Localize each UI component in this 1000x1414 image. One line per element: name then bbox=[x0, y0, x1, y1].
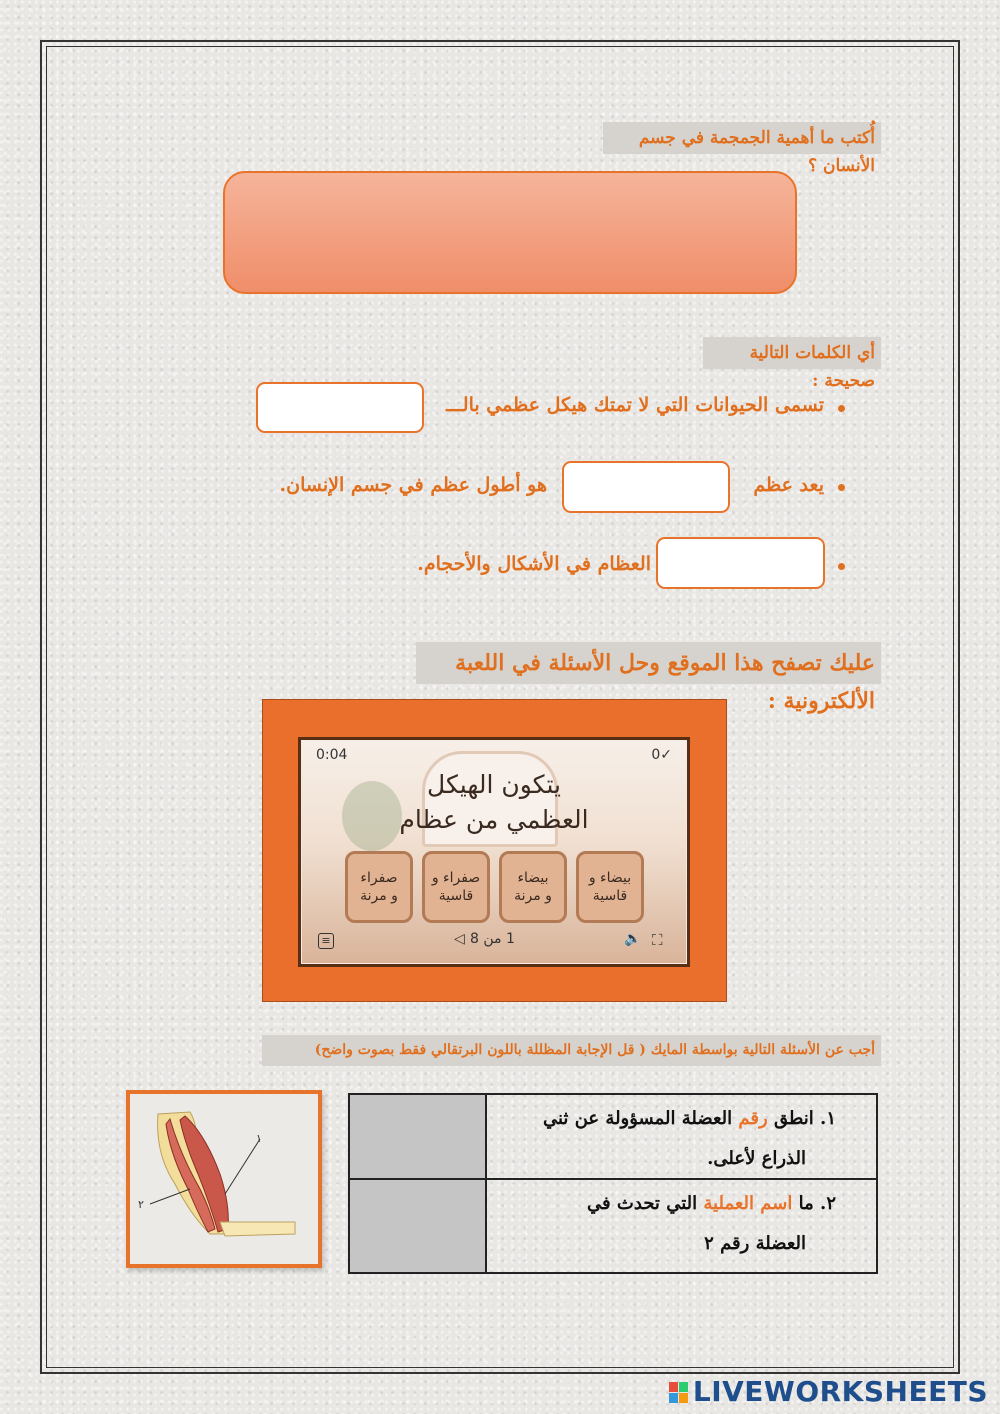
question-text-line2: العضلة رقم ٢ bbox=[704, 1233, 806, 1254]
answer-cell-1[interactable] bbox=[350, 1095, 487, 1178]
prev-icon[interactable]: ◁ bbox=[454, 931, 465, 947]
answer-cell-2[interactable] bbox=[350, 1180, 487, 1272]
table-row bbox=[350, 1095, 876, 1180]
mic-instructions-heading: أجب عن الأسئلة التالية بواسطة المايك ( قل الإجابة المظللة باللون البرتقالي فقط بصوت واضح) bbox=[262, 1035, 881, 1066]
longest-bone-label-after: هو أطول عظم في جسم الإنسان. bbox=[279, 474, 547, 496]
game-option-2[interactable] bbox=[499, 851, 567, 923]
option-text: و مرنة bbox=[514, 888, 552, 904]
option-text: قاسية bbox=[438, 888, 474, 904]
correct-words-heading: أي الكلمات التالية صحيحة : bbox=[703, 337, 881, 369]
game-score: 0✓ bbox=[651, 747, 672, 763]
game-question-line1: يتكون الهيكل bbox=[427, 770, 561, 799]
game-timer: 0:04 bbox=[316, 747, 348, 763]
bullet-icon bbox=[838, 563, 845, 570]
table-row bbox=[350, 1180, 876, 1272]
game-question-line2: العظمي من عظام bbox=[399, 805, 589, 834]
game-option-4[interactable] bbox=[345, 851, 413, 923]
game-progress: 1 من 8 bbox=[470, 931, 515, 947]
speaker-icon[interactable]: 🔈 bbox=[624, 931, 642, 947]
brand-text: LIVEWORKSHEETS bbox=[692, 1375, 988, 1408]
longest-bone-input[interactable] bbox=[562, 461, 730, 513]
game-footer bbox=[302, 931, 686, 957]
game-option-3[interactable] bbox=[422, 851, 490, 923]
question-text: ما bbox=[792, 1193, 814, 1214]
longest-bone-label-before: يعد عظم bbox=[753, 474, 824, 496]
game-option-1[interactable] bbox=[576, 851, 644, 923]
game-question bbox=[302, 767, 686, 837]
bone-shapes-label: العظام في الأشكال والأحجام. bbox=[417, 553, 651, 575]
table-question-2 bbox=[488, 1180, 876, 1272]
skull-answer-box[interactable] bbox=[223, 171, 797, 294]
bullet-icon bbox=[838, 405, 845, 412]
game-instructions-heading: عليك تصفح هذا الموقع وحل الأسئلة في اللعبة الألكترونية : bbox=[416, 642, 881, 684]
arm-muscle-figure bbox=[126, 1090, 322, 1268]
bone-shapes-input[interactable] bbox=[656, 537, 825, 589]
table-question-1 bbox=[488, 1095, 876, 1178]
questions-table bbox=[348, 1093, 878, 1274]
expand-icon[interactable]: ⛶ bbox=[652, 931, 663, 949]
option-text: بيضاء bbox=[517, 870, 549, 886]
question-skull-heading: أُكتب ما أهمية الجمجمة في جسم الأنسان ؟ bbox=[603, 122, 881, 154]
question-number: ١. bbox=[820, 1108, 836, 1129]
question-highlight: اسم العملية bbox=[703, 1193, 793, 1214]
invertebrates-input[interactable] bbox=[256, 382, 424, 433]
question-invertebrates: تسمى الحيوانات التي لا تمتك هيكل عظمي بالـــ bbox=[446, 394, 824, 416]
bullet-icon bbox=[838, 484, 845, 491]
game-screen[interactable] bbox=[302, 741, 686, 963]
option-text: صفراء و bbox=[431, 870, 481, 886]
option-text: قاسية bbox=[592, 888, 628, 904]
question-text: العضلة المسؤولة عن ثني bbox=[543, 1108, 739, 1129]
option-text: صفراء bbox=[360, 870, 398, 886]
option-text: و مرنة bbox=[360, 888, 398, 904]
liveworksheets-logo bbox=[669, 1375, 988, 1408]
question-highlight: رقم bbox=[738, 1108, 768, 1129]
question-number: ٢. bbox=[820, 1193, 836, 1214]
figure-label-1: ١ bbox=[256, 1132, 262, 1145]
liveworksheets-badge-icon bbox=[669, 1382, 689, 1404]
question-text: التي تحدث في bbox=[587, 1193, 704, 1214]
question-text: انطق bbox=[767, 1108, 814, 1129]
figure-label-2: ٢ bbox=[138, 1198, 144, 1211]
question-text-line2: الذراع لأعلى. bbox=[707, 1148, 806, 1169]
arm-muscle-icon bbox=[130, 1094, 318, 1264]
menu-icon[interactable]: ≡ bbox=[318, 933, 334, 949]
option-text: بيضاء و bbox=[588, 870, 632, 886]
